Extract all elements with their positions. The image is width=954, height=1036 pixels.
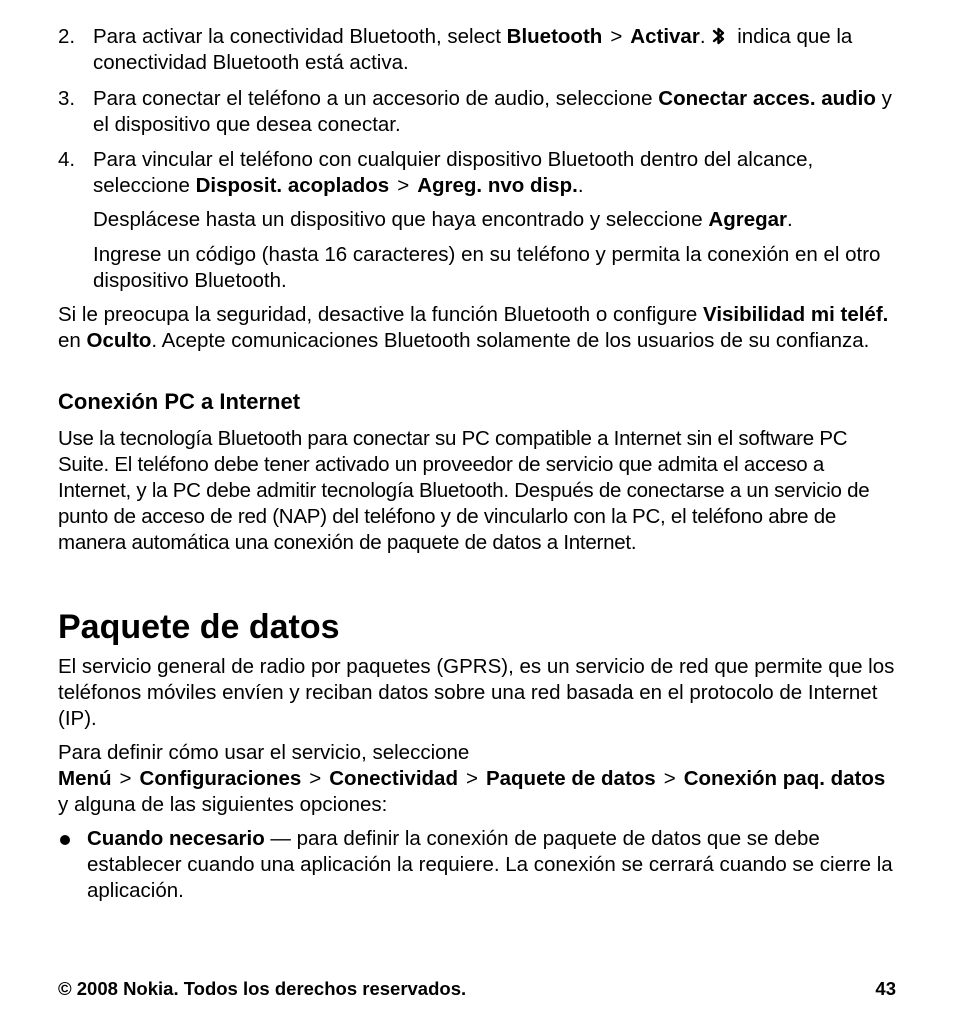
document-page	[58, 0, 896, 1036]
list-number: 2.	[58, 25, 76, 48]
list-item-4-sub-2: Ingrese un código (hasta 16 caracteres) en su teléfono y permita la conexión en el otro dispositivo Bluetooth.	[93, 243, 881, 292]
text: .	[577, 174, 584, 197]
menu-agregar: Agregar	[708, 208, 787, 231]
separator: >	[309, 767, 322, 790]
security-paragraph	[58, 302, 896, 354]
text: — para definir la conexión de paquete de datos que se debe establecer cuando una aplicación la requiere. La conexión se cerrará cuando se cierre la aplicación.	[87, 827, 893, 902]
text: Para definir cómo usar el servicio, seleccione	[58, 741, 470, 764]
separator: >	[663, 767, 676, 790]
list-item-text	[93, 24, 896, 76]
text: .	[699, 25, 706, 48]
menu-configuraciones: Configuraciones	[139, 767, 302, 790]
menu-visibilidad: Visibilidad mi teléf.	[703, 303, 889, 326]
section-heading-paquete-datos: Paquete de datos	[58, 608, 340, 646]
text: Para vincular el teléfono con cualquier dispositivo Bluetooth dentro del alcance, seleccione	[93, 148, 814, 197]
separator: >	[610, 25, 623, 48]
footer-copyright: © 2008 Nokia. Todos los derechos reservados.	[58, 978, 467, 999]
menu-menu: Menú	[58, 767, 112, 790]
bluetooth-icon	[710, 25, 728, 47]
text: y alguna de las siguientes opciones:	[58, 793, 388, 816]
menu-conexion-paq-datos: Conexión paq. datos	[683, 767, 886, 790]
list-item-text	[93, 86, 896, 138]
menu-conectar-acces: Conectar acces. audio	[658, 87, 876, 110]
bullet-icon	[60, 835, 70, 845]
packet-path-paragraph	[58, 740, 896, 818]
option-cuando-necesario: Cuando necesario	[87, 827, 265, 850]
text: .	[787, 208, 793, 231]
text: Para conectar el teléfono a un accesorio de audio, seleccione	[93, 87, 659, 110]
menu-oculto: Oculto	[86, 329, 152, 352]
menu-activar: Activar	[630, 25, 700, 48]
menu-paquete-de-datos: Paquete de datos	[485, 767, 656, 790]
text: Para activar la conectividad Bluetooth, select	[93, 25, 507, 48]
list-number: 3.	[58, 87, 76, 110]
separator: >	[119, 767, 132, 790]
packet-intro-paragraph: El servicio general de radio por paquetes (GPRS), es un servicio de red que permite que los teléfonos móviles envíen y reciban datos sobre una red basada en el protocolo de Internet (IP).	[58, 655, 895, 730]
pc-internet-paragraph: Use la tecnología Bluetooth para conectar su PC compatible a Internet sin el software PC Suite. El teléfono debe tener activado un proveedor de servicio que admita el acceso a Internet, y la PC debe admitir tecnología Bluetooth. Después de conectarse a un servicio de punto de acceso de red (NAP) del teléfono y de vincularlo con la PC, el teléfono abre de manera automática una conexión de paquete de datos a Internet.	[58, 427, 870, 554]
footer-page-number: 43	[875, 978, 896, 999]
text: . Acepte comunicaciones Bluetooth solamente de los usuarios de su confianza.	[151, 329, 870, 352]
bullet-text	[87, 826, 896, 904]
menu-conectividad: Conectividad	[329, 767, 458, 790]
section-heading-pc-internet: Conexión PC a Internet	[58, 389, 301, 414]
list-item-text	[93, 147, 896, 199]
separator: >	[465, 767, 478, 790]
text: y el dispositivo que desea conectar.	[93, 87, 892, 136]
list-number: 4.	[58, 148, 76, 171]
separator: >	[397, 174, 410, 197]
menu-agreg-nvo-disp: Agreg. nvo disp.	[417, 174, 578, 197]
text: en	[58, 329, 87, 352]
text: Desplácese hasta un dispositivo que haya encontrado y seleccione	[93, 208, 709, 231]
text: indica que la conectividad Bluetooth está activa.	[93, 25, 853, 74]
list-item-4-sub-1	[93, 207, 896, 233]
text: Si le preocupa la seguridad, desactive la función Bluetooth o configure	[58, 303, 704, 326]
menu-bluetooth: Bluetooth	[506, 25, 603, 48]
menu-disposit-acoplados: Disposit. acoplados	[195, 174, 390, 197]
